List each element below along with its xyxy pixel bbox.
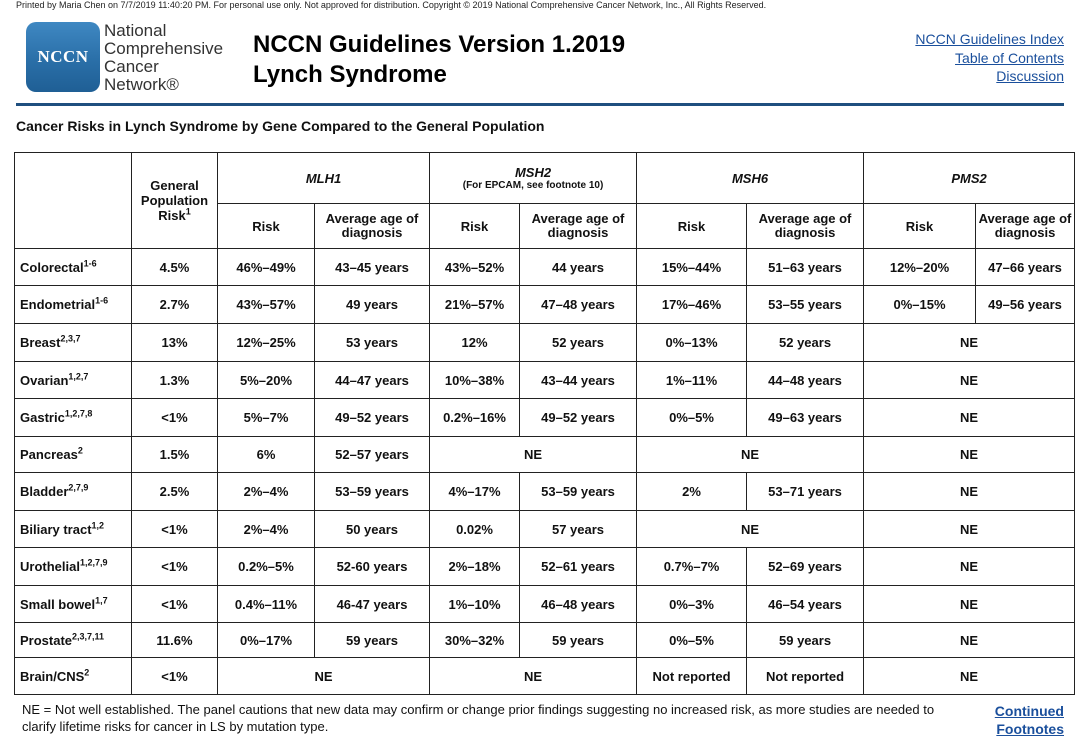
- gene-header-pms2: [864, 153, 1075, 204]
- org-name-line: Cancer: [104, 57, 159, 76]
- org-name-line: National: [104, 21, 167, 40]
- pms2-not-established-cell: NE: [864, 658, 1075, 695]
- mlh1-risk-cell: 0.4%–11%: [218, 586, 315, 623]
- msh6-risk-cell: 0.7%–7%: [637, 548, 747, 586]
- footnote-ref: 2,3,7: [60, 333, 81, 344]
- msh2-risk-cell: 12%: [430, 324, 520, 362]
- pms2-not-established-cell: NE: [864, 548, 1075, 586]
- general-population-risk: <1%: [132, 586, 218, 623]
- guideline-nav-links: [915, 30, 1064, 86]
- msh2-age-cell: 43–44 years: [520, 362, 637, 399]
- print-notice: Printed by Maria Chen on 7/7/2019 11:40:20 PM. For personal use only. Not approved for distribution. Copyright © 2019 National Comprehensive Cancer Network, Inc., All Rights Reserved.: [16, 0, 767, 10]
- cancer-type-name: Breast: [20, 335, 61, 350]
- msh6-risk-cell: Not reported: [637, 658, 747, 695]
- mlh1-risk-cell: 6%: [218, 437, 315, 473]
- msh2-risk-cell: 10%–38%: [430, 362, 520, 399]
- gene-name: MSH2: [514, 165, 552, 180]
- msh6-risk-cell: 0%–5%: [637, 623, 747, 658]
- msh2-risk-cell: 43%–52%: [430, 249, 520, 286]
- footnote-ref: 1: [185, 206, 191, 217]
- epcam-footnote-note: (For EPCAM, see footnote 10): [462, 180, 604, 191]
- mlh1-age-cell: 53–59 years: [315, 473, 430, 511]
- general-population-risk: 11.6%: [132, 623, 218, 658]
- cancer-type-cell: [15, 473, 132, 511]
- cancer-type-name: Urothelial: [20, 559, 80, 574]
- msh6-risk-cell: 0%–5%: [637, 399, 747, 437]
- risk-table-body: [15, 249, 1075, 695]
- cancer-type-name: Prostate: [20, 632, 73, 648]
- mlh1-risk-cell: 2%–4%: [218, 511, 315, 548]
- msh6-age-cell: 53–71 years: [747, 473, 864, 511]
- cancer-type-cell: [15, 511, 132, 548]
- msh2-risk-cell: 4%–17%: [430, 473, 520, 511]
- mlh1-age-cell: 44–47 years: [315, 362, 430, 399]
- ne-footnote: NE = Not well established. The panel cautions that new data may confirm or change prior findings suggesting no increased risk, as more studies are needed to clarify lifetime risks for cancer in LS by mutation type.: [22, 702, 935, 734]
- mlh1-age-cell: 49 years: [315, 286, 430, 324]
- table-title: Cancer Risks in Lynch Syndrome by Gene Compared to the General Population: [16, 118, 545, 134]
- cancer-type-name: Bladder: [20, 484, 69, 499]
- msh6-age-cell: 49–63 years: [747, 399, 864, 437]
- footnote-ref: 1,2,7: [68, 371, 89, 382]
- footnote-ref: 2: [84, 667, 90, 678]
- gene-name: MSH6: [731, 170, 769, 186]
- mlh1-risk-cell: 2%–4%: [218, 473, 315, 511]
- mlh1-risk-cell: 5%–7%: [218, 399, 315, 437]
- pms2-not-established-cell: NE: [864, 362, 1075, 399]
- pms2-risk-cell: 0%–15%: [864, 286, 976, 324]
- cancer-type-name: Gastric: [20, 410, 65, 425]
- general-population-risk: 13%: [132, 324, 218, 362]
- pms2-age-cell: 49–56 years: [976, 286, 1075, 324]
- general-population-risk: 2.5%: [132, 473, 218, 511]
- msh2-not-established-cell: NE: [430, 658, 637, 695]
- header-corner: [15, 153, 132, 249]
- gene-name: MLH1: [305, 170, 342, 186]
- cancer-type-name: Endometrial: [20, 297, 96, 312]
- footnote-ref: 1,2,7,9: [79, 557, 108, 568]
- general-population-risk: <1%: [132, 548, 218, 586]
- cancer-type-name: Colorectal: [20, 259, 84, 275]
- cancer-type-name: Biliary tract: [20, 521, 92, 537]
- title-topic: Lynch Syndrome: [253, 61, 447, 88]
- cancer-type-cell: [15, 362, 132, 399]
- pms2-not-established-cell: NE: [864, 473, 1075, 511]
- table-row: [15, 473, 1075, 511]
- cancer-type-name: Small bowel: [20, 596, 96, 612]
- table-row: [15, 286, 1075, 324]
- gen-pop-line: General: [150, 178, 199, 193]
- msh6-risk-cell: 15%–44%: [637, 249, 747, 286]
- pms2-risk-cell: 12%–20%: [864, 249, 976, 286]
- msh6-age-cell: 52–69 years: [747, 548, 864, 586]
- org-name-line: Network®: [104, 75, 179, 94]
- footnote-ref: 1,2: [91, 520, 105, 531]
- msh2-risk-cell: 0.2%–16%: [430, 399, 520, 437]
- page-title: [253, 30, 625, 90]
- gen-pop-line: Population: [140, 193, 209, 208]
- general-population-risk: 4.5%: [132, 249, 218, 286]
- msh6-age-cell: 53–55 years: [747, 286, 864, 324]
- avg-age-header: Average age of diagnosis: [315, 204, 430, 249]
- general-population-risk: <1%: [132, 399, 218, 437]
- table-row: [15, 324, 1075, 362]
- cancer-risk-table: [14, 152, 1075, 695]
- msh6-age-cell: 52 years: [747, 324, 864, 362]
- gene-name: PMS2: [951, 170, 987, 186]
- cancer-type-cell: [15, 286, 132, 324]
- cancer-type-cell: [15, 623, 132, 658]
- table-row: [15, 249, 1075, 286]
- msh2-age-cell: 44 years: [520, 249, 637, 286]
- cancer-type-cell: [15, 399, 132, 437]
- footnote-ref: 1,7: [95, 595, 108, 606]
- footnote-ref: 1-6: [95, 295, 109, 306]
- msh6-age-cell: 44–48 years: [747, 362, 864, 399]
- msh6-risk-cell: 17%–46%: [637, 286, 747, 324]
- msh6-age-cell: 46–54 years: [747, 586, 864, 623]
- table-row: [15, 362, 1075, 399]
- table-of-contents-link[interactable]: Table of Contents: [955, 49, 1064, 66]
- mlh1-age-cell: 52-60 years: [315, 548, 430, 586]
- cancer-type-cell: [15, 586, 132, 623]
- risk-header: Risk: [637, 204, 747, 249]
- title-version: NCCN Guidelines Version 1.2019: [253, 31, 626, 58]
- footnote-ref: 2,7,9: [68, 482, 89, 493]
- msh2-age-cell: 52–61 years: [520, 548, 637, 586]
- pms2-not-established-cell: NE: [864, 586, 1075, 623]
- msh2-age-cell: 52 years: [520, 324, 637, 362]
- mlh1-risk-cell: 46%–49%: [218, 249, 315, 286]
- msh6-age-cell: 51–63 years: [747, 249, 864, 286]
- msh6-risk-cell: 0%–3%: [637, 586, 747, 623]
- risk-header: Risk: [218, 204, 315, 249]
- table-row: [15, 658, 1075, 695]
- cancer-type-name: Ovarian: [20, 372, 69, 388]
- msh6-not-established-cell: NE: [637, 511, 864, 548]
- msh2-age-cell: 53–59 years: [520, 473, 637, 511]
- gene-header-msh2: [430, 153, 637, 204]
- discussion-link[interactable]: Discussion: [996, 68, 1064, 84]
- gene-header-mlh1: [218, 153, 430, 204]
- msh2-not-established-cell: NE: [430, 437, 637, 473]
- mlh1-risk-cell: 5%–20%: [218, 362, 315, 399]
- risk-header: Risk: [864, 204, 976, 249]
- general-population-header: [132, 153, 218, 249]
- cancer-type-cell: [15, 324, 132, 362]
- avg-age-header: Average age of diagnosis: [747, 204, 864, 249]
- msh6-risk-cell: 0%–13%: [637, 324, 747, 362]
- cancer-type-cell: [15, 249, 132, 286]
- organization-name: [104, 22, 223, 94]
- footnote-ref: 1-6: [83, 258, 97, 269]
- table-row: [15, 437, 1075, 473]
- mlh1-age-cell: 49–52 years: [315, 399, 430, 437]
- msh2-risk-cell: 2%–18%: [430, 548, 520, 586]
- gene-header-msh6: [637, 153, 864, 204]
- general-population-risk: <1%: [132, 658, 218, 695]
- mlh1-not-established-cell: NE: [218, 658, 430, 695]
- general-population-risk: <1%: [132, 511, 218, 548]
- pms2-not-established-cell: NE: [864, 511, 1075, 548]
- table-row: [15, 548, 1075, 586]
- cancer-type-name: Pancreas: [20, 447, 78, 462]
- mlh1-age-cell: 50 years: [315, 511, 430, 548]
- mlh1-age-cell: 53 years: [315, 324, 430, 362]
- mlh1-risk-cell: 0.2%–5%: [218, 548, 315, 586]
- mlh1-risk-cell: 43%–57%: [218, 286, 315, 324]
- risk-header: Risk: [430, 204, 520, 249]
- mlh1-risk-cell: 12%–25%: [218, 324, 315, 362]
- msh6-age-cell: Not reported: [747, 658, 864, 695]
- mlh1-age-cell: 59 years: [315, 623, 430, 658]
- mlh1-risk-cell: 0%–17%: [218, 623, 315, 658]
- msh6-risk-cell: 2%: [637, 473, 747, 511]
- msh2-age-cell: 46–48 years: [520, 586, 637, 623]
- table-row: [15, 586, 1075, 623]
- msh2-risk-cell: 30%–32%: [430, 623, 520, 658]
- bottom-nav-links: [995, 702, 1064, 738]
- nccn-logo: [26, 22, 100, 92]
- table-row: [15, 623, 1075, 658]
- footnote-ref: 1,2,7,8: [64, 408, 93, 419]
- msh2-age-cell: 57 years: [520, 511, 637, 548]
- footnote-ref: 2: [77, 445, 83, 456]
- table-row: [15, 399, 1075, 437]
- msh2-risk-cell: 21%–57%: [430, 286, 520, 324]
- msh2-age-cell: 49–52 years: [520, 399, 637, 437]
- msh6-not-established-cell: NE: [637, 437, 864, 473]
- cancer-type-name: Brain/CNS: [20, 668, 85, 684]
- avg-age-header: Average age of diagnosis: [976, 204, 1075, 249]
- pms2-not-established-cell: NE: [864, 437, 1075, 473]
- general-population-risk: 1.3%: [132, 362, 218, 399]
- cancer-type-cell: [15, 437, 132, 473]
- cancer-type-cell: [15, 658, 132, 695]
- logo-abbr: NCCN: [37, 47, 89, 66]
- pms2-not-established-cell: NE: [864, 324, 1075, 362]
- org-name-line: Comprehensive: [104, 39, 224, 58]
- msh2-risk-cell: 1%–10%: [430, 586, 520, 623]
- cancer-type-cell: [15, 548, 132, 586]
- header-divider: [16, 103, 1064, 106]
- mlh1-age-cell: 52–57 years: [315, 437, 430, 473]
- pms2-not-established-cell: NE: [864, 399, 1075, 437]
- msh6-age-cell: 59 years: [747, 623, 864, 658]
- continued-link[interactable]: Continued: [994, 703, 1064, 719]
- mlh1-age-cell: 46-47 years: [315, 586, 430, 623]
- footnotes-link[interactable]: Footnotes: [996, 721, 1064, 737]
- footnote-ref: 2,3,7,11: [72, 631, 105, 642]
- table-row: [15, 511, 1075, 548]
- msh2-age-cell: 47–48 years: [520, 286, 637, 324]
- general-population-risk: 2.7%: [132, 286, 218, 324]
- gen-pop-line: Risk: [158, 208, 186, 223]
- msh2-risk-cell: 0.02%: [430, 511, 520, 548]
- mlh1-age-cell: 43–45 years: [315, 249, 430, 286]
- msh6-risk-cell: 1%–11%: [637, 362, 747, 399]
- pms2-age-cell: 47–66 years: [976, 249, 1075, 286]
- avg-age-header: Average age of diagnosis: [520, 204, 637, 249]
- msh2-age-cell: 59 years: [520, 623, 637, 658]
- pms2-not-established-cell: NE: [864, 623, 1075, 658]
- guidelines-index-link[interactable]: NCCN Guidelines Index: [915, 31, 1064, 47]
- general-population-risk: 1.5%: [132, 437, 218, 473]
